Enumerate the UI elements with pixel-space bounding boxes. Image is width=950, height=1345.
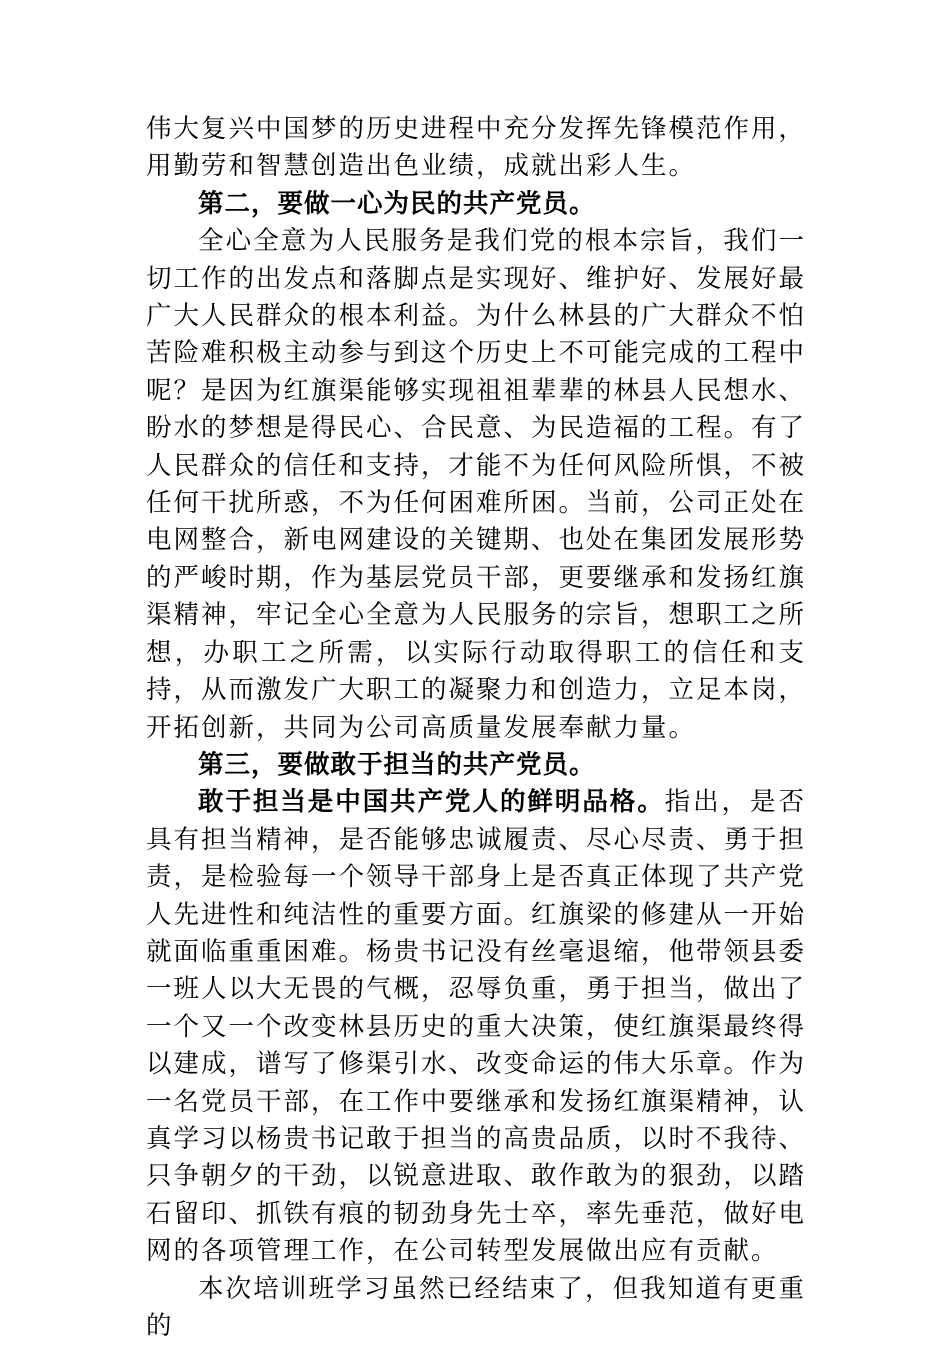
- paragraph-body: 指出，是否具有担当精神，是否能够忠诚履责、尽心尽责、勇于担责，是检验每一个领导干部身上是否真正体现了共产党人先进性和纯洁性的重要方面。红旗梁的修建从一开始就面临重重困难。杨贵书记没有丝毫退缩，他带领县委一班人以大无畏的气概，忍辱负重，勇于担当，做出了一个又一个改变林县历史的重大决策，使红旗渠最终得以建成，谱写了修渠引水、改变命运的伟大乐章。作为一名党员干部，在工作中要继承和发扬红旗渠精神，认真学习以杨贵书记敢于担当的高贵品质，以时不我待、只争朝夕的干劲，以锐意进取、敢作敢为的狠劲，以踏石留印、抓铁有痕的韧劲身先士卒，率先垂范，做好电网的各项管理工作，在公司转型发展做出应有贡献。: [146, 787, 807, 1267]
- section-heading-3: 第三，要做敢于担当的共产党员。: [198, 749, 596, 780]
- document-page: [146, 111, 806, 1345]
- paragraph-lead-sentence: 敢于担当是中国共产党人的鲜明品格。: [198, 787, 665, 818]
- paragraph-continuation: 伟大复兴中国梦的历史进程中充分发挥先锋模范作用，用勤劳和智慧创造出色业绩，成就出彩人生。: [146, 114, 807, 182]
- section-heading-2: 第二，要做一心为民的共产党员。: [198, 188, 596, 219]
- paragraph-serve-people: 全心全意为人民服务是我们党的根本宗旨，我们一切工作的出发点和落脚点是实现好、维护好、发展好最广大人民群众的根本利益。为什么林县的广大群众不怕苦险难积极主动参与到这个历史上不可能完成的工程中呢？是因为红旗渠能够实现祖祖辈辈的林县人民想水、盼水的梦想是得民心、合民意、为民造福的工程。有了人民群众的信任和支持，才能不为任何风险所惧，不被任何干扰所惑，不为任何困难所困。当前，公司正处在电网整合，新电网建设的关键期、也处在集团发展形势的严峻时期，作为基层党员干部，更要继承和发扬红旗渠精神，牢记全心全意为人民服务的宗旨，想职工之所想，办职工之所需，以实际行动取得职工的信任和支持，从而激发广大职工的凝聚力和创造力，立足本岗，开拓创新，共同为公司高质量发展奉献力量。: [146, 226, 807, 743]
- paragraph-take-responsibility: [146, 784, 806, 1270]
- paragraph-closing: 本次培训班学习虽然已经结束了，但我知道有更重的: [146, 1273, 806, 1341]
